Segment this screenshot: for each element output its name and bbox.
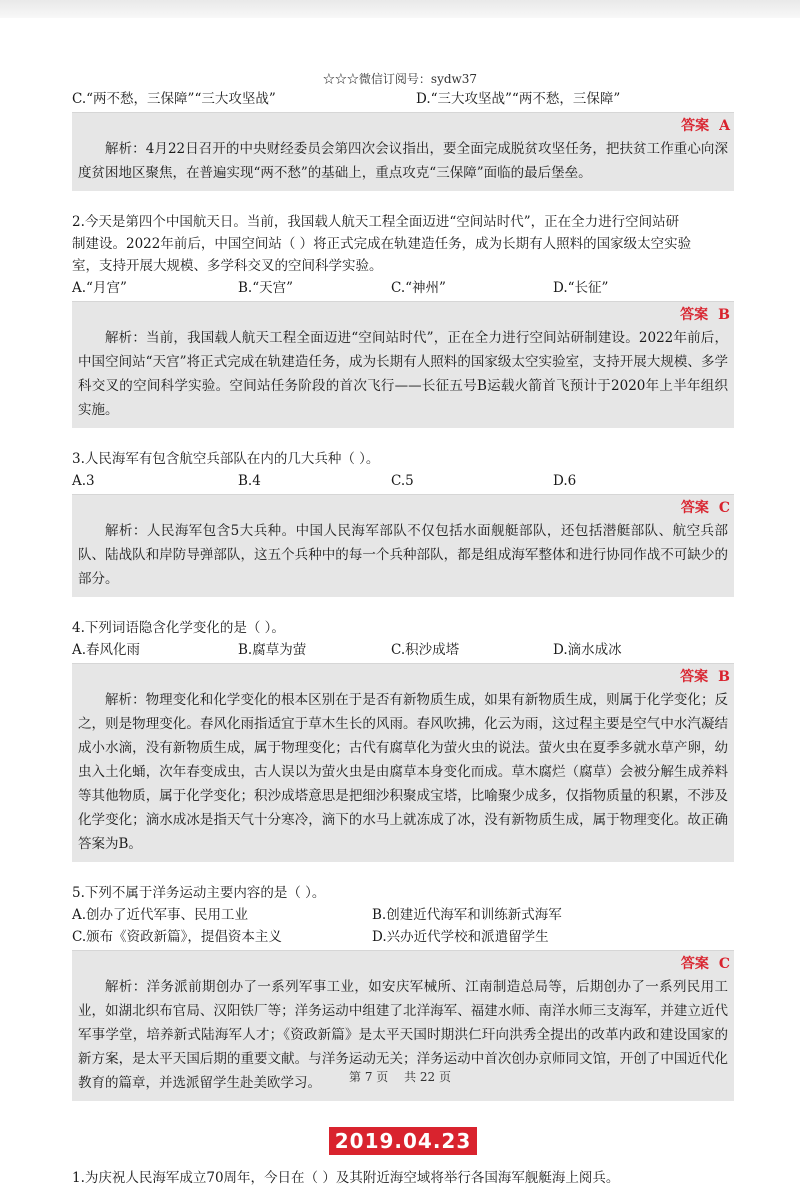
option-c: C.“神州” — [391, 280, 446, 296]
q3-options — [72, 470, 734, 492]
q3-answer-bar — [72, 494, 734, 517]
q5-analysis: 解析：洋务派前期创办了一系列军事工业，如安庆军械所、江南制造总局等，后期创办了一系列民用工业，如湖北织布官局、汉阳铁厂等；洋务运动中组建了北洋海军、福建水师、南洋水师三支海军，并建立近代军事学堂，培养新式陆海军人才；《资政新篇》是太平天国时期洪仁玕向洪秀全提出的改革内政和建设国家的新方案，是太平天国后期的重要文献。与洋务运动无关；洋务运动中首次创办京师同文馆，开创了中国近代化教育的篇章，并选派留学生赴美欧学习。 — [72, 973, 734, 1101]
option-c: C.颁布《资政新篇》，提倡资本主义 — [72, 929, 282, 945]
q3-analysis: 解析：人民海军包含5大兵种。中国人民海军部队不仅包括水面舰艇部队，还包括潜艇部队、航空兵部队、陆战队和岸防导弹部队，这五个兵种中的每一个兵种部队，都是组成海军整体和进行协同作战不可缺少的部分。 — [72, 517, 734, 597]
date-section — [72, 1127, 734, 1155]
question-3 — [72, 448, 734, 597]
q1-answer-bar — [72, 112, 734, 135]
date-label: 2019.04.23 — [329, 1127, 478, 1155]
q2-options — [72, 277, 734, 299]
question-text: 5.下列不属于洋务运动主要内容的是（ ）。 — [72, 885, 326, 901]
q3-answer: 答案 C — [680, 500, 730, 516]
document-body — [72, 88, 734, 1189]
q1-analysis: 解析：4月22日召开的中央财经委员会第四次会议指出，要全面完成脱贫攻坚任务，把扶贫工作重心向深度贫困地区聚焦，在普遍实现“两不愁”的基础上，重点攻克“三保障”面临的最后堡垒。 — [72, 135, 734, 191]
option-b: B.4 — [238, 473, 261, 489]
option-a: A.“月宫” — [72, 280, 127, 296]
q4-answer-bar — [72, 663, 734, 686]
q5-answer-bar — [72, 950, 734, 973]
option-a: A.3 — [72, 473, 95, 489]
q5-options-row2 — [72, 926, 734, 948]
question-text: 室，支持开展大规模、多学科交叉的空间科学实验。 — [72, 258, 383, 274]
q5-options-row1 — [72, 904, 734, 926]
option-b: B.腐草为萤 — [238, 642, 307, 658]
option-b: B.“天宫” — [238, 280, 294, 296]
question-text: 2.今天是第四个中国航天日。当前，我国载人航天工程全面迈进“空间站时代”，正在全力进行空间站研 — [72, 214, 680, 230]
page-number: 第 7 页 — [349, 1070, 389, 1084]
question-text: 4.下列词语隐含化学变化的是（ ）。 — [72, 620, 285, 636]
q2-answer: 答案 B — [680, 307, 730, 323]
option-d: D.兴办近代学校和派遣留学生 — [372, 929, 549, 945]
q1-option-d: D.“三大攻坚战”“两不愁，三保障” — [416, 91, 621, 107]
q1-options — [72, 88, 734, 110]
option-d: D.6 — [553, 473, 577, 489]
q2-analysis: 解析：当前，我国载人航天工程全面迈进“空间站时代”，正在全力进行空间站研制建设。2022年前后，中国空间站“天宫”将正式完成在轨建造任务，成为长期有人照料的国家级太空实验室，支持开展大规模、多学科交叉的空间科学实验。空间站任务阶段的首次飞行——长征五号B运载火箭首飞预计于2020年上半年组织实施。 — [72, 324, 734, 428]
option-a: A.创办了近代军事、民用工业 — [72, 907, 249, 923]
q1-answer: 答案 A — [681, 118, 730, 134]
option-c: C.5 — [391, 473, 414, 489]
question-text: 3.人民海军有包含航空兵部队在内的几大兵种（ ）。 — [72, 451, 380, 467]
option-b: B.创建近代海军和训练新式海军 — [372, 907, 562, 923]
question-2 — [72, 211, 734, 428]
top-bar — [0, 0, 800, 18]
question-text: 制建设。2022年前后，中国空间站（ ）将正式完成在轨建造任务，成为长期有人照料的国家级太空实验 — [72, 236, 692, 252]
next-question-text: 1.为庆祝人民海军成立70周年，今日在（ ）及其附近海空域将举行各国海军舰艇海上阅兵。 — [72, 1170, 620, 1186]
option-a: A.春风化雨 — [72, 642, 141, 658]
page-total: 共 22 页 — [404, 1070, 451, 1084]
q4-analysis: 解析：物理变化和化学变化的根本区别在于是否有新物质生成，如果有新物质生成，则属于化学变化；反之，则是物理变化。春风化雨指适宜于草木生长的风雨。春风吹拂，化云为雨，这过程主要是空气中水汽凝结成小水滴，没有新物质生成，属于物理变化；古代有腐草化为萤火虫的说法。萤火虫在夏季多就水草产卵，幼虫入土化蛹，次年春变成虫，古人误以为萤火虫是由腐草本身变化而成。草木腐烂（腐草）会被分解生成养料等其他物质，属于化学变化；积沙成塔意思是把细沙积聚成宝塔，比喻聚少成多，仅指物质量的积累，不涉及化学变化；滴水成冰是指天气十分寒冷，滴下的水马上就冻成了冰，没有新物质生成，属于物理变化。故正确答案为B。 — [72, 686, 734, 862]
q1-option-c: C.“两不愁，三保障”“三大攻坚战” — [72, 91, 276, 107]
q5-answer: 答案 C — [680, 956, 730, 972]
option-c: C.积沙成塔 — [391, 642, 460, 658]
page-footer — [0, 1068, 800, 1085]
option-d: D.滴水成冰 — [553, 642, 622, 658]
q4-options — [72, 639, 734, 661]
q2-answer-bar — [72, 301, 734, 324]
question-4 — [72, 617, 734, 862]
q4-answer: 答案 B — [680, 669, 730, 685]
page-header: ☆☆☆微信订阅号：sydw37 — [322, 72, 478, 86]
option-d: D.“长征” — [553, 280, 609, 296]
